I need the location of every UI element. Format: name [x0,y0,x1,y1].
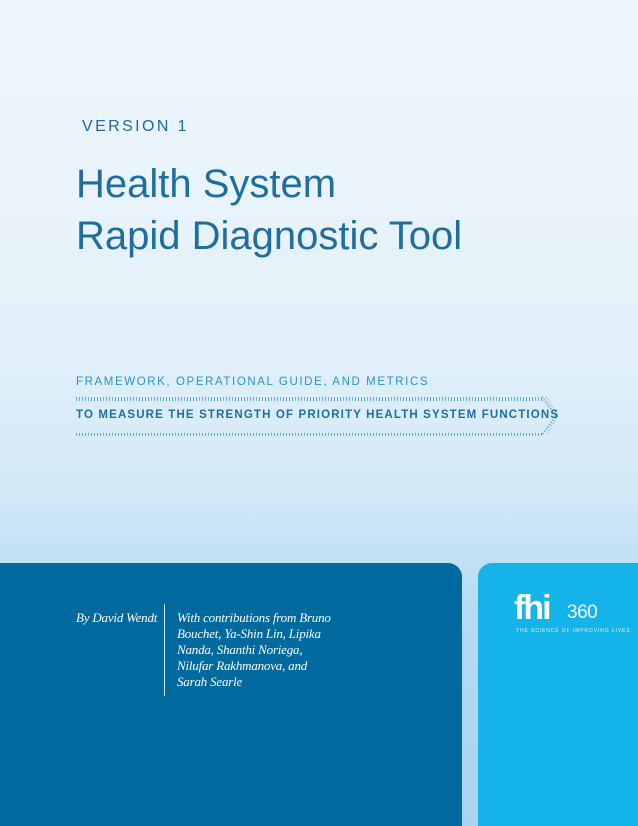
title-line-2: Rapid Diagnostic Tool [76,214,463,258]
logo-number: 360 [567,602,598,623]
fhi360-logo [514,589,631,636]
author-byline: By David Wendt [76,610,158,625]
version-label: VERSION 1 [82,118,189,135]
document-title [76,158,462,262]
credits-divider [164,604,165,696]
banner-text: TO MEASURE THE STRENGTH OF PRIORITY HEALTH SYSTEM FUNCTIONS [76,409,560,421]
credits-panel [0,563,462,826]
contributors-text: With contributions from Bruno Bouchet, Ya-Shin Lin, Lipika Nanda, Shanthi Noriega, Nilufar Rakhmanova, and Sarah Searle [177,610,331,689]
title-line-1: Health System [76,162,337,206]
banner-ribbon [76,396,558,436]
logo-wordmark: fhi [514,589,550,627]
subtitle: FRAMEWORK, OPERATIONAL GUIDE, AND METRICS [76,376,430,388]
logo-tagline: THE SCIENCE OF IMPROVING LIVES [516,628,631,634]
